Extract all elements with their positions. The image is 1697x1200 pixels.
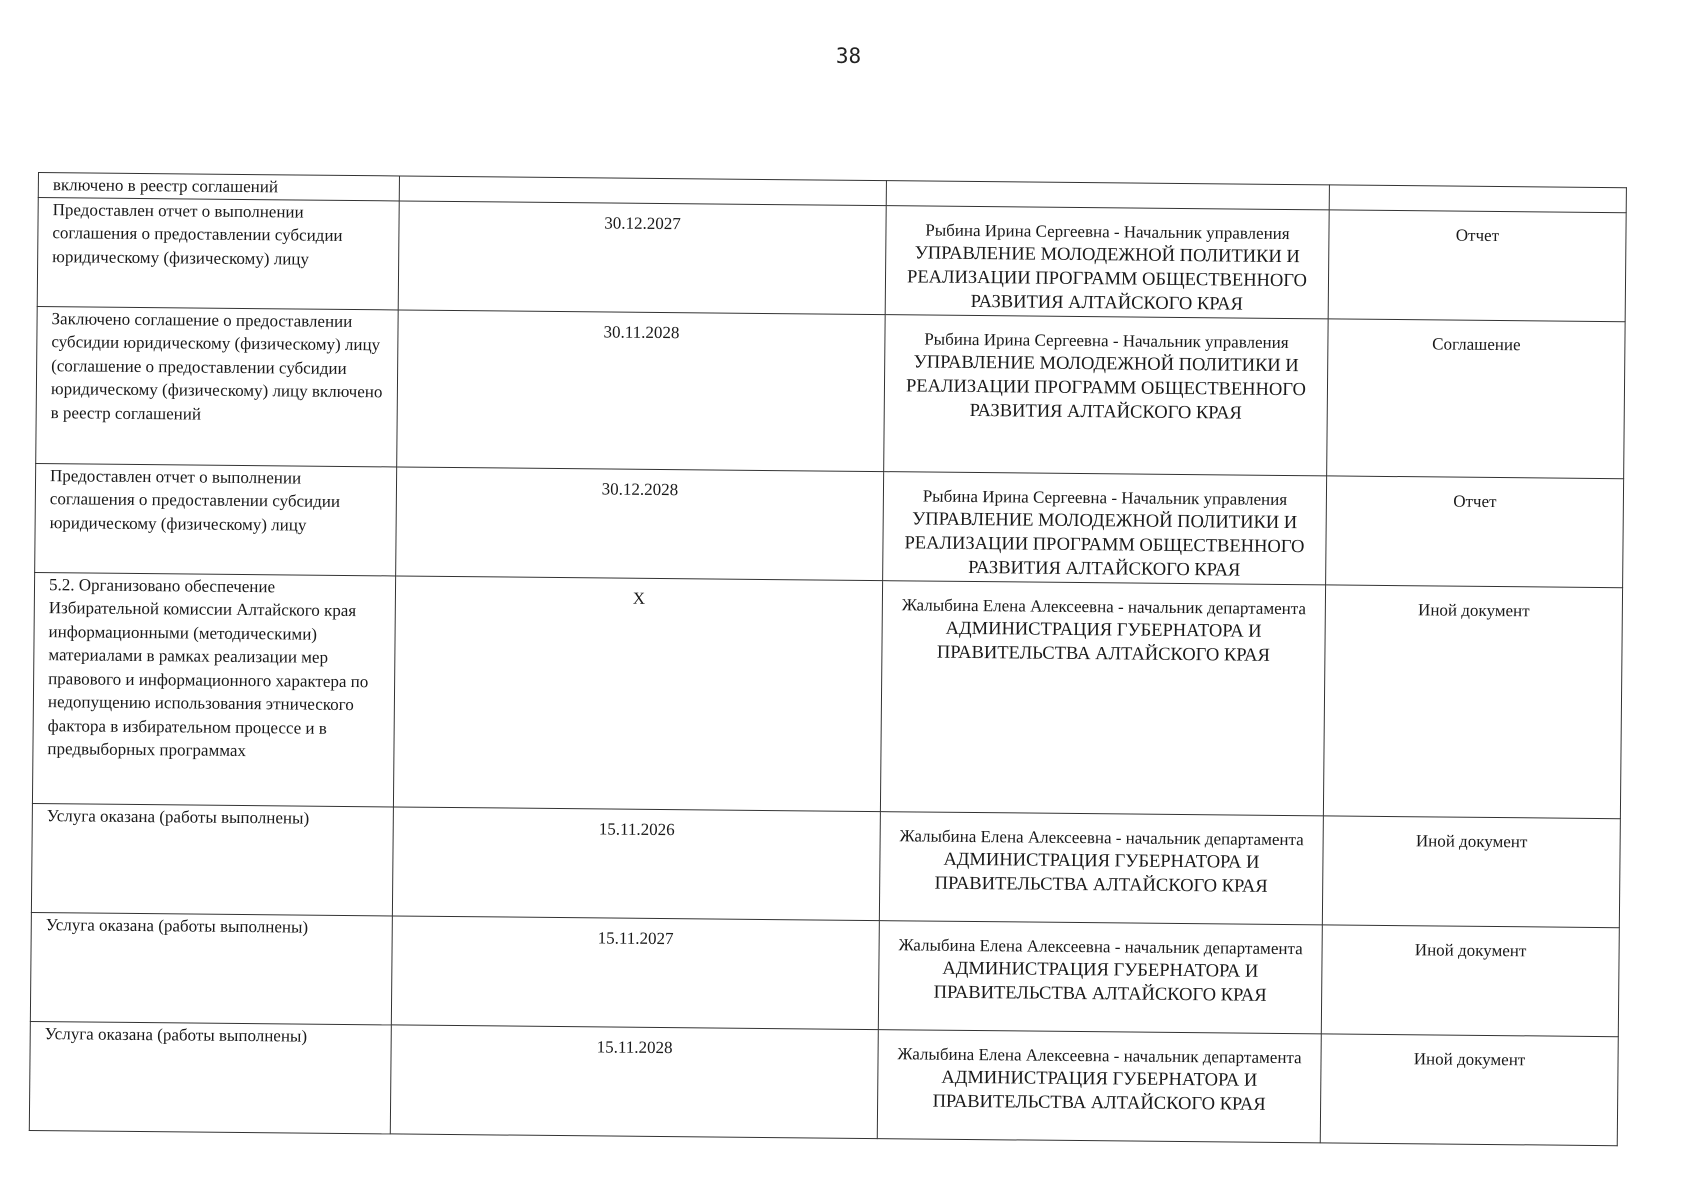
responsible-name (887, 181, 1329, 185)
responsible-name: Жалыбина Елена Алексеевна - начальник департамента (901, 594, 1307, 618)
responsible-name: Рыбина Ирина Сергеевна - Начальник управления (925, 220, 1290, 243)
table-row (29, 1021, 1618, 1145)
responsible-cell (884, 314, 1328, 475)
event-cell: Услуга оказана (работы выполнены) (30, 912, 392, 1024)
responsible-org: АДМИНИСТРАЦИЯ ГУБЕРНАТОРА И ПРАВИТЕЛЬСТВА АЛТАЙСКОГО КРАЯ (932, 1067, 1266, 1115)
responsible-org: АДМИНИСТРАЦИЯ ГУБЕРНАТОРА И ПРАВИТЕЛЬСТВА АЛТАЙСКОГО КРАЯ (933, 958, 1267, 1006)
event-cell: Предоставлен отчет о выполнении соглашения о предоставлении субсидии юридическому (физическому) лицу (35, 463, 397, 575)
table-row (36, 306, 1625, 478)
responsible-org: АДМИНИСТРАЦИЯ ГУБЕРНАТОРА И ПРАВИТЕЛЬСТВА АЛТАЙСКОГО КРАЯ (936, 618, 1270, 666)
document-cell: Отчет (1326, 475, 1624, 587)
event-cell: Предоставлен отчет о выполнении соглашения о предоставлении субсидии юридическому (физическому) лицу (37, 197, 399, 309)
responsible-org: УПРАВЛЕНИЕ МОЛОДЕЖНОЙ ПОЛИТИКИ И РЕАЛИЗАЦИИ ПРОГРАММ ОБЩЕСТВЕННОГО РАЗВИТИЯ АЛТАЙСКОГО КРАЯ (905, 352, 1306, 424)
responsible-cell (878, 920, 1322, 1033)
table-row (31, 803, 1620, 927)
event-cell: включено в реестр соглашений (38, 173, 399, 201)
date-cell: 15.11.2028 (390, 1024, 878, 1138)
responsible-name: Рыбина Ирина Сергеевна - Начальник управления (924, 329, 1289, 352)
document-cell: Иной документ (1323, 584, 1622, 818)
responsible-cell (879, 811, 1323, 924)
date-cell: 15.11.2027 (391, 915, 879, 1029)
document-cell: Иной документ (1320, 1033, 1618, 1145)
responsible-cell (885, 205, 1329, 318)
event-cell: Заключено соглашение о предоставлении субсидии юридическому (физическому) лицу (соглашение о предоставлении субсидии юридическому (физическому) лицу включено в реестр соглашений (36, 306, 398, 466)
date-cell: 15.11.2026 (392, 806, 880, 920)
responsible-org: АДМИНИСТРАЦИЯ ГУБЕРНАТОРА И ПРАВИТЕЛЬСТВА АЛТАЙСКОГО КРАЯ (934, 849, 1268, 897)
document-cell: Соглашение (1327, 318, 1625, 478)
responsible-org (887, 181, 1329, 185)
date-cell: 30.12.2028 (396, 466, 884, 580)
responsible-name: Жалыбина Елена Алексеевна - начальник департамента (898, 934, 1303, 958)
document-cell: Отчет (1328, 209, 1626, 321)
responsible-name: Рыбина Ирина Сергеевна - Начальник управления (922, 486, 1288, 509)
event-cell: Услуга оказана (работы выполнены) (29, 1021, 391, 1133)
table-row (35, 463, 1624, 587)
responsible-name: Жалыбина Елена Алексеевна - начальник департамента (899, 825, 1304, 849)
event-cell: Услуга оказана (работы выполнены) (31, 803, 393, 915)
plan-table (29, 172, 1627, 1146)
table-row (32, 572, 1622, 818)
event-cell: 5.2. Организовано обеспечение Избирательной комиссии Алтайского края информационными (методическими) материалами в рамках реализации мер правового и информационного характера по недопущению использования этнического фактора в избирательном процессе и в предвыборных программах (32, 572, 395, 806)
responsible-cell (877, 1029, 1321, 1142)
page-number: 38 (835, 44, 862, 68)
document-cell: Иной документ (1322, 815, 1620, 927)
table-row (30, 912, 1619, 1036)
table-row (37, 197, 1626, 321)
date-cell: 30.12.2027 (398, 200, 886, 314)
document-cell: Иной документ (1321, 924, 1619, 1036)
responsible-org: УПРАВЛЕНИЕ МОЛОДЕЖНОЙ ПОЛИТИКИ И РЕАЛИЗАЦИИ ПРОГРАММ ОБЩЕСТВЕННОГО РАЗВИТИЯ АЛТАЙСКОГО КРАЯ (904, 509, 1305, 581)
responsible-name: Жалыбина Елена Алексеевна - начальник департамента (897, 1043, 1302, 1067)
date-cell: 30.11.2028 (397, 309, 885, 471)
document-cell (1329, 185, 1626, 212)
responsible-org: УПРАВЛЕНИЕ МОЛОДЕЖНОЙ ПОЛИТИКИ И РЕАЛИЗАЦИИ ПРОГРАММ ОБЩЕСТВЕННОГО РАЗВИТИЯ АЛТАЙСКОГО КРАЯ (907, 243, 1308, 315)
responsible-cell (880, 580, 1325, 815)
plan-table-wrapper (29, 172, 1610, 1146)
responsible-cell (883, 471, 1327, 584)
date-cell: X (393, 575, 882, 811)
